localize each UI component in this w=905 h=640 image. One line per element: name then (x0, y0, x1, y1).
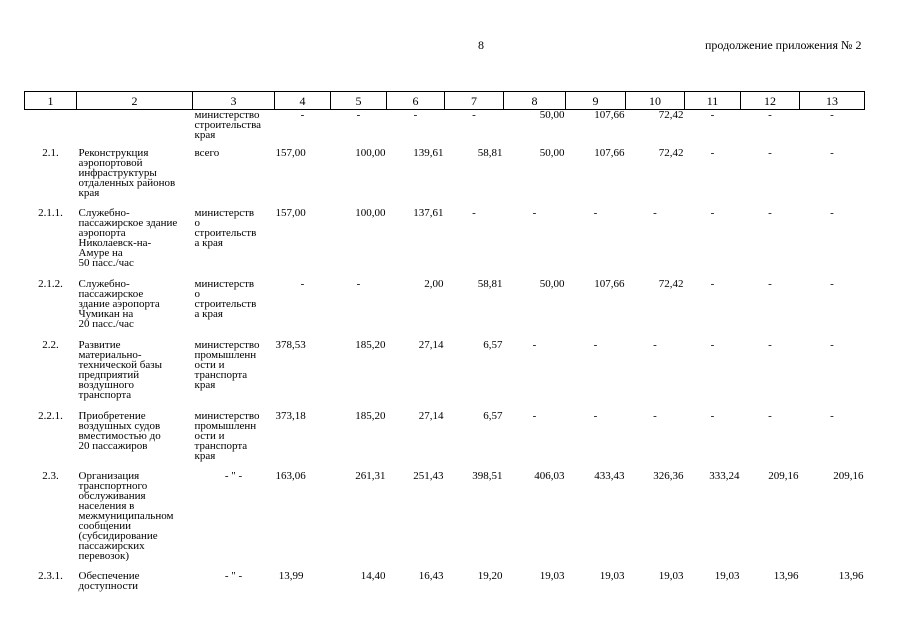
value-cell: - (300, 278, 305, 290)
value-cell: - (830, 278, 834, 290)
value-cell: - (830, 207, 834, 219)
value-cell: 27,14 (418, 339, 444, 351)
value-cell: 209,16 (768, 470, 799, 482)
column-header: 11 (685, 92, 741, 110)
value-cell: - (593, 207, 598, 219)
value-cell: 157,00 (275, 147, 306, 159)
value-cell: - (710, 147, 715, 159)
activity-name: Приобретение воздушных судов вместимостью до 20 пассажиров (78, 410, 161, 452)
value-cell: - (356, 109, 361, 121)
value-cell: 251,43 (413, 470, 444, 482)
page-number: 8 (478, 38, 484, 52)
value-cell: 185,20 (355, 410, 386, 422)
value-cell: 433,43 (594, 470, 625, 482)
value-cell: 19,03 (599, 570, 625, 582)
value-cell: 27,14 (418, 410, 444, 422)
activity-name: Служебно- пассажирское здание аэропорта Николаевск-на- Амуре на 50 пасс./час (78, 207, 178, 269)
value-cell: 19,03 (714, 570, 740, 582)
value-cell: 107,66 (594, 109, 625, 121)
value-cell: 19,03 (539, 570, 565, 582)
value-cell: - (593, 339, 598, 351)
executor: министерство строительства края (194, 109, 262, 141)
activity-name: Развитие материально- технической базы предприятий воздушного транспорта (78, 339, 163, 401)
value-cell: 100,00 (355, 147, 386, 159)
row-number: 2.2.1. (38, 410, 63, 422)
table-row (25, 208, 865, 279)
value-cell: 72,42 (658, 278, 684, 290)
column-header: 1 (25, 92, 77, 110)
value-cell: - (768, 339, 772, 351)
table-row (25, 571, 865, 601)
value-cell: - (830, 147, 834, 159)
value-cell: 261,31 (355, 470, 386, 482)
activity-name (77, 110, 193, 148)
value-cell: 398,51 (472, 470, 503, 482)
column-header: 2 (77, 92, 193, 110)
value-cell: - (768, 410, 772, 422)
column-header: 8 (504, 92, 566, 110)
column-header: 6 (387, 92, 445, 110)
value-cell: - (300, 109, 305, 121)
value-cell: 209,16 (833, 470, 864, 482)
column-header: 5 (331, 92, 387, 110)
value-cell: - (710, 278, 715, 290)
column-header: 4 (275, 92, 331, 110)
value-cell: - (653, 339, 657, 351)
value-cell: - (532, 207, 537, 219)
value-cell: 16,43 (418, 570, 444, 582)
column-header: 9 (566, 92, 626, 110)
executor: - " - (224, 570, 243, 582)
value-cell: 107,66 (594, 278, 625, 290)
value-cell: 50,00 (539, 147, 565, 159)
value-cell: 326,36 (653, 470, 684, 482)
activity-name: Обеспечение доступности (78, 570, 140, 592)
executor: министерств о строительств а края (194, 207, 257, 249)
value-cell: - (768, 147, 772, 159)
value-cell: 58,81 (477, 278, 503, 290)
table-row (25, 411, 865, 471)
value-cell: 50,00 (539, 109, 565, 121)
value-cell: 137,61 (413, 207, 444, 219)
value-cell: - (830, 339, 834, 351)
value-cell: 19,03 (658, 570, 684, 582)
value-cell: 373,18 (275, 410, 306, 422)
value-cell: 107,66 (594, 147, 625, 159)
executor: министерство промышленн ости и транспорта края (194, 410, 260, 462)
value-cell: - (830, 410, 834, 422)
value-cell: - (356, 278, 361, 290)
table-row (25, 148, 865, 208)
value-cell: - (768, 278, 772, 290)
value-cell: 100,00 (355, 207, 386, 219)
value-cell: 50,00 (539, 278, 565, 290)
column-header: 7 (445, 92, 504, 110)
table-row (25, 279, 865, 340)
value-cell: 139,61 (413, 147, 444, 159)
value-cell: 157,00 (275, 207, 306, 219)
value-cell: - (413, 109, 418, 121)
value-cell: - (768, 109, 772, 121)
activity-name: Организация транспортного обслуживания населения в межмуниципальном сообщении (субсидирование пассажирских перевозок) (78, 470, 174, 562)
executor: министерств о строительств а края (194, 278, 257, 320)
value-cell: 14,40 (360, 570, 386, 582)
row-number: 2.1.1. (38, 207, 63, 219)
row-number: 2.1.2. (38, 278, 63, 290)
value-cell: - (532, 410, 537, 422)
row-number: 2.3. (42, 470, 59, 482)
column-header: 3 (193, 92, 275, 110)
value-cell: - (653, 410, 657, 422)
value-cell: 72,42 (658, 147, 684, 159)
row-number: 2.1. (42, 147, 59, 159)
activity-name: Реконструкция аэропортовой инфраструктуры отдаленных районов края (78, 147, 176, 199)
table-row (25, 110, 865, 148)
value-cell: 6,57 (483, 410, 503, 422)
column-header: 12 (741, 92, 800, 110)
value-cell: 185,20 (355, 339, 386, 351)
value-cell: 406,03 (534, 470, 565, 482)
value-cell: 6,57 (483, 339, 503, 351)
value-cell: - (710, 339, 715, 351)
row-number (25, 110, 77, 148)
value-cell: 72,42 (658, 109, 684, 121)
value-cell: 378,53 (275, 339, 306, 351)
value-cell: 13,96 (838, 570, 864, 582)
value-cell: - (472, 207, 476, 219)
table-row (25, 340, 865, 411)
value-cell: - (653, 207, 657, 219)
value-cell: - (593, 410, 598, 422)
value-cell: - (710, 410, 715, 422)
row-number: 2.2. (42, 339, 59, 351)
value-cell: 2,00 (424, 278, 444, 290)
activity-name: Служебно- пассажирское здание аэропорта Чумикан на 20 пасс./час (78, 278, 160, 330)
executor: - " - (224, 470, 243, 482)
value-cell: 13,96 (773, 570, 799, 582)
value-cell: 333,24 (709, 470, 740, 482)
executor: всего (194, 147, 220, 159)
value-cell: - (710, 207, 715, 219)
value-cell: - (710, 109, 715, 121)
value-cell: 58,81 (477, 147, 503, 159)
value-cell: - (830, 109, 834, 121)
value-cell: 163,06 (275, 470, 306, 482)
value-cell: - (768, 207, 772, 219)
continuation-note: продолжение приложения № 2 (705, 38, 862, 52)
executor: министерство промышленн ости и транспорта края (194, 339, 260, 391)
row-number: 2.3.1. (38, 570, 63, 582)
value-cell: - (532, 339, 537, 351)
column-header: 13 (800, 92, 865, 110)
value-cell: - (472, 109, 476, 121)
table-row (25, 471, 865, 571)
program-table (24, 91, 865, 601)
value-cell: 19,20 (477, 570, 503, 582)
value-cell: 13,99 (278, 570, 304, 582)
column-header-row (25, 92, 865, 110)
column-header: 10 (626, 92, 685, 110)
